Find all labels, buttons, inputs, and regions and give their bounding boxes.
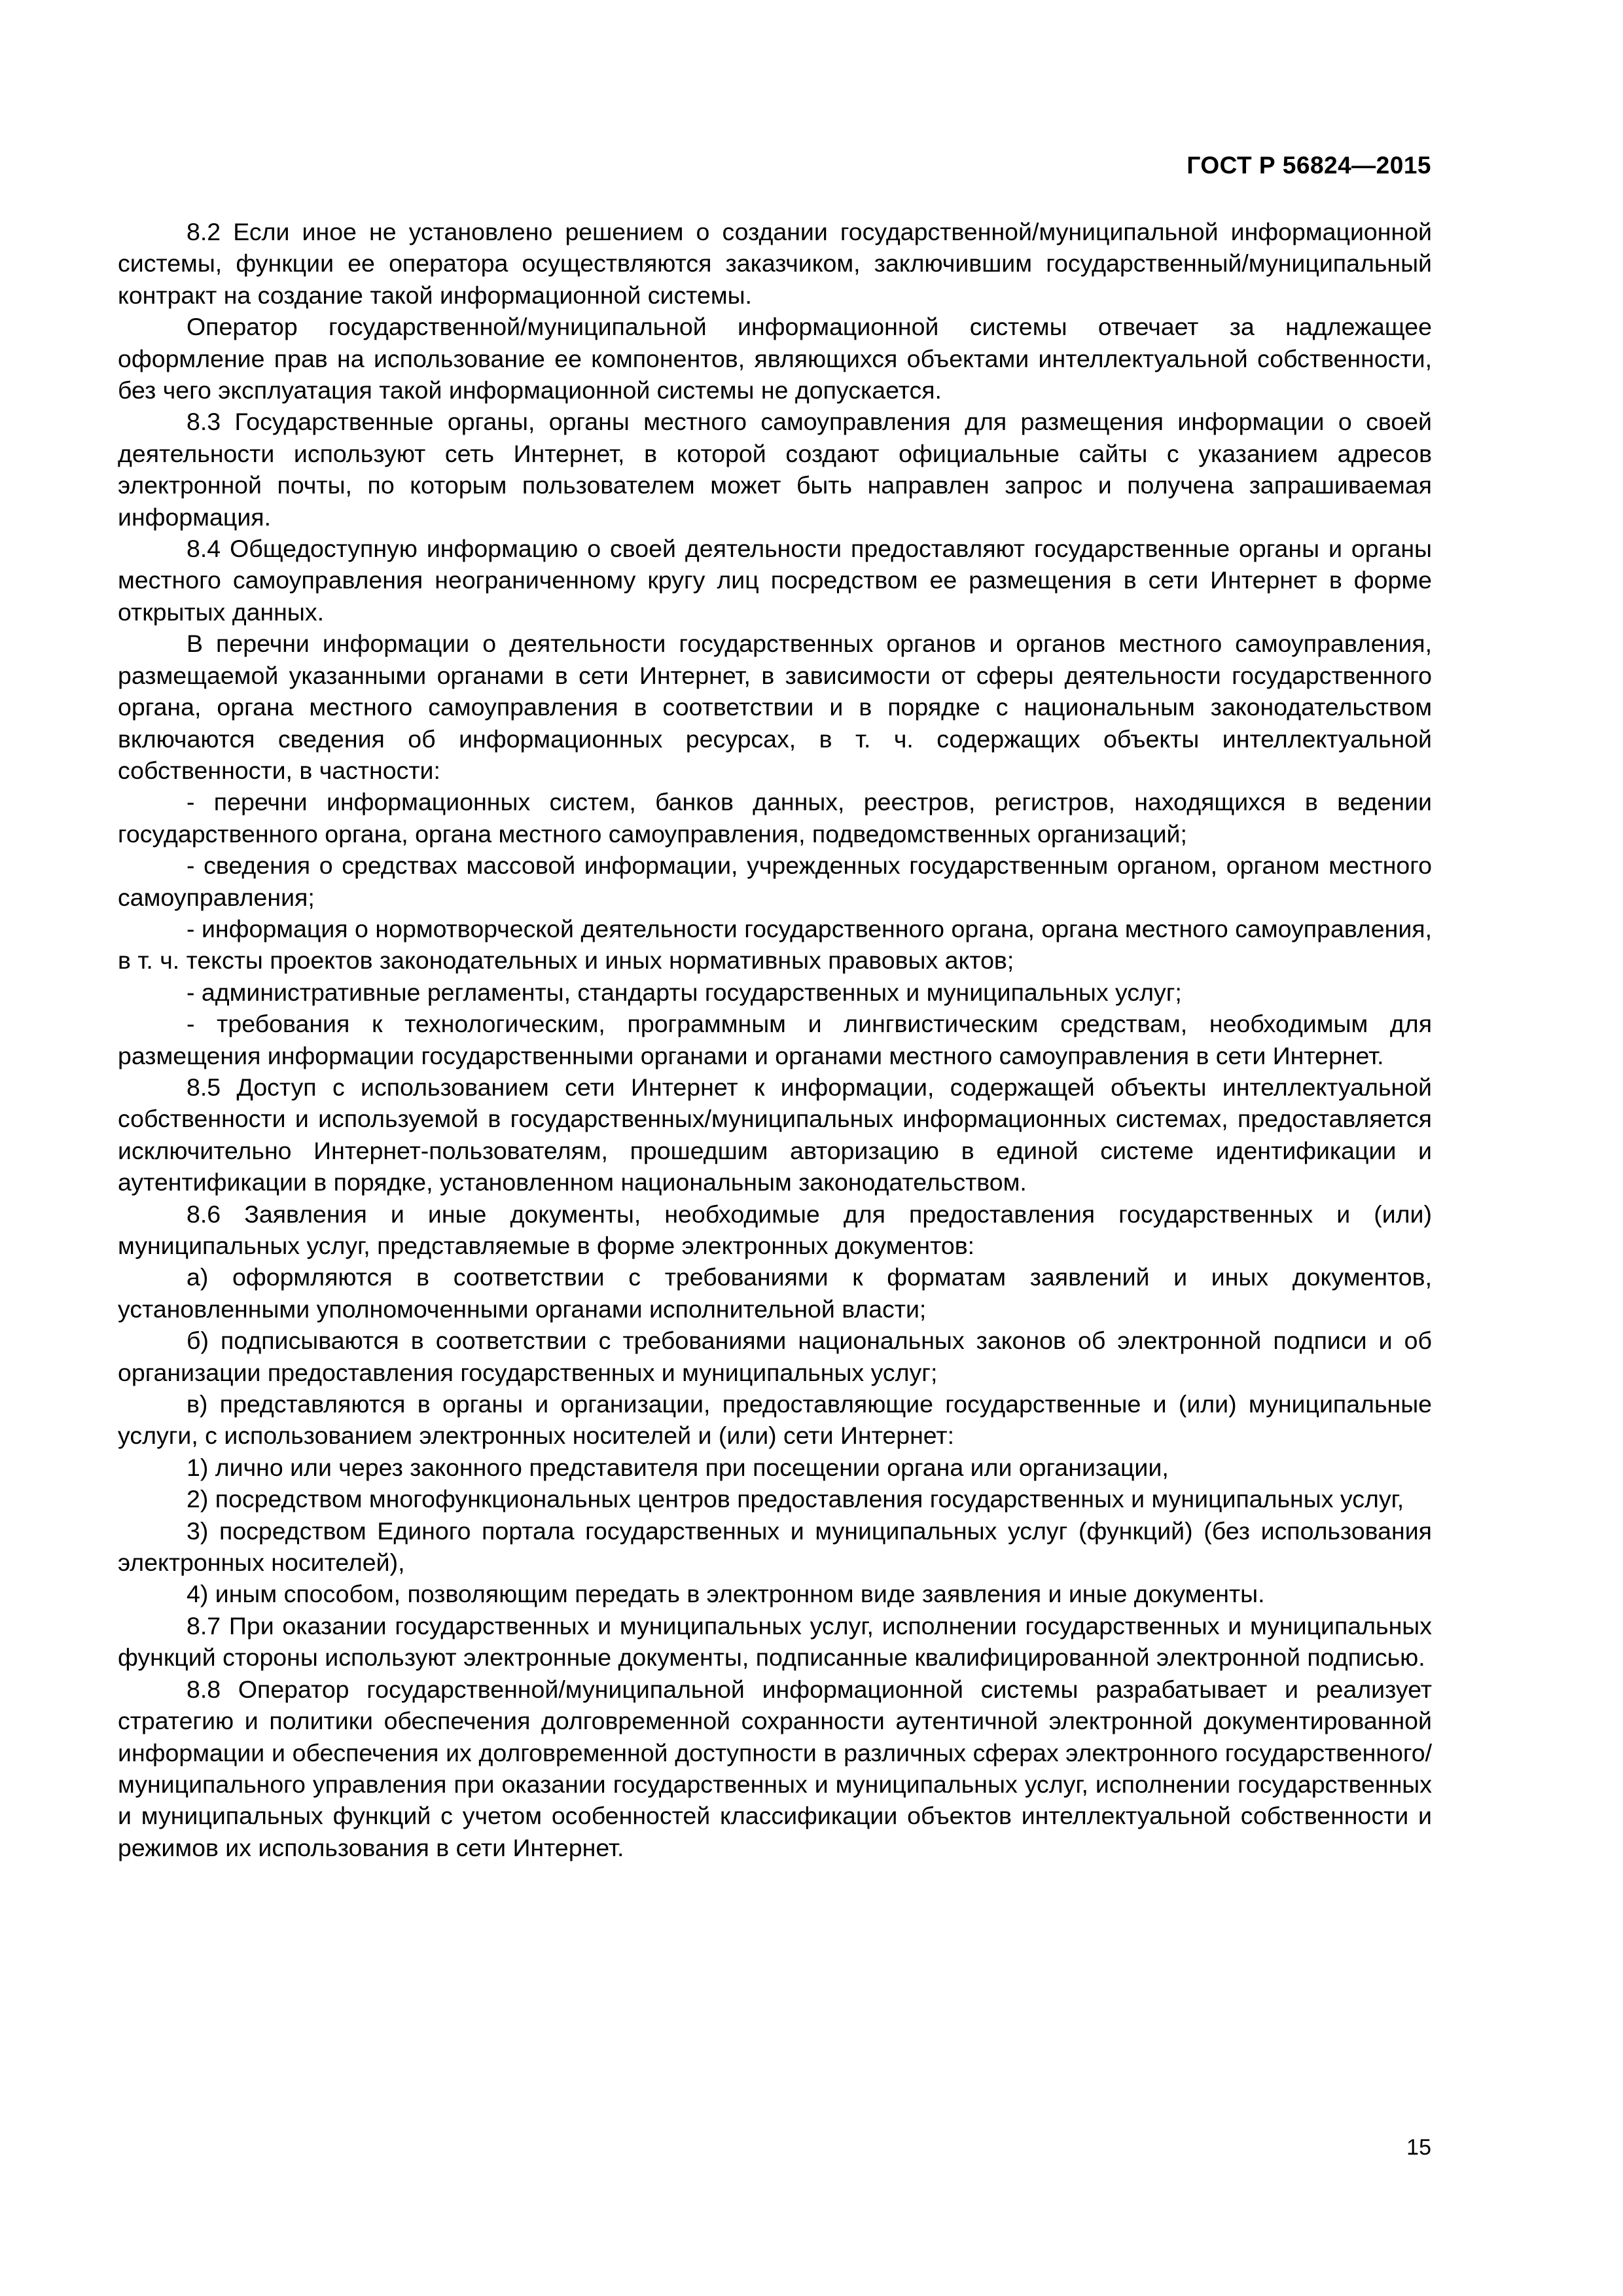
list-item: - требования к технологическим, программным и лингвистическим средствам, необходимым для размещения информации государственными органами и органами местного самоуправления в сети Интернет. xyxy=(118,1010,1432,1069)
list-item: 3) посредством Единого портала государственных и муниципальных услуг (функций) (без использования электронных носителей), xyxy=(118,1516,1432,1577)
document-header: ГОСТ Р 56824—2015 xyxy=(1186,152,1431,179)
paragraph-8-4: 8.4 Общедоступную информацию о своей деятельности предоставляют государственные органы и органы местного самоуправления неограниченному кругу лиц посредством ее размещения в сети Интернет в форме открытых данных. xyxy=(118,535,1432,626)
list-item: а) оформляются в соответствии с требованиями к форматам заявлений и иных документов, установленными уполномоченными органами исполнительной власти; xyxy=(118,1263,1432,1323)
list-item: - сведения о средствах массовой информации, учрежденных государственным органом, органом местного самоуправления; xyxy=(118,852,1432,911)
document-body xyxy=(118,216,1432,1863)
list-item: 2) посредством многофункциональных центров предоставления государственных и муниципальных услуг, xyxy=(187,1485,1404,1513)
list-item: - перечни информационных систем, банков данных, реестров, регистров, находящихся в ведении государственного органа, органа местного самоуправления, подведомственных организаций; xyxy=(118,788,1432,848)
list-item: в) представляются в органы и организации, предоставляющие государственные и (или) муниципальные услуги, с использованием электронных носителей и (или) сети Интернет: xyxy=(118,1390,1432,1450)
list-item: 1) лично или через законного представителя при посещении органа или организации, xyxy=(187,1453,1169,1481)
paragraph-8-8: 8.8 Оператор государственной/муниципальной информационной системы разрабатывает и реализует стратегию и политики обеспечения долговременной сохранности аутентичной электронной документированной информации и обеспечения их долговременной доступности в различных сферах электронного государственного/муниципального управления при оказании государственных и муниципальных услуг, исполнении государственных и муниципальных функций с учетом особенностей классификации объектов интеллектуальной собственности и режимов их использования в сети Интернет. xyxy=(118,1675,1432,1861)
page-number: 15 xyxy=(1406,2135,1431,2160)
paragraph-8-2: 8.2 Если иное не установлено решением о создании государственной/муниципальной информационной системы, функции ее оператора осуществляются заказчиком, заключившим государственный/муниципальный контракт на создание такой информационной системы. xyxy=(118,218,1432,309)
list-item: б) подписываются в соответствии с требованиями национальных законов об электронной подписи и об организации предоставления государственных и муниципальных услуг; xyxy=(118,1327,1432,1386)
paragraph-8-6: 8.6 Заявления и иные документы, необходимые для предоставления государственных и (или) муниципальных услуг, представляемые в форме электронных документов: xyxy=(118,1200,1432,1259)
paragraph-operator: Оператор государственной/муниципальной информационной системы отвечает за надлежащее оформление прав на использование ее компонентов, являющихся объектами интеллектуальной собственности, без чего эксплуатация такой информационной системы не допускается. xyxy=(118,313,1432,404)
list-item: - информация о нормотворческой деятельности государственного органа, органа местного самоуправления, в т. ч. тексты проектов законодательных и иных нормативных правовых актов; xyxy=(118,914,1432,975)
list-item: - административные регламенты, стандарты государственных и муниципальных услуг; xyxy=(187,978,1182,1006)
paragraph-8-5: 8.5 Доступ с использованием сети Интернет к информации, содержащей объекты интеллектуальной собственности и используемой в государственных/муниципальных информационных системах, предоставляется исключительно Интернет-пользователям, прошедшим авторизацию в единой системе идентификации и аутентификации в порядке, установленном национальным законодательством. xyxy=(118,1073,1432,1196)
paragraph-8-3: 8.3 Государственные органы, органы местного самоуправления для размещения информации о своей деятельности используют сеть Интернет, в которой создают официальные сайты с указанием адресов электронной почты, по которым пользователем может быть направлен запрос и получена запрашиваемая информация. xyxy=(118,408,1432,531)
list-item: 4) иным способом, позволяющим передать в электронном виде заявления и иные документы. xyxy=(187,1580,1265,1608)
paragraph-lists-intro: В перечни информации о деятельности государственных органов и органов местного самоуправления, размещаемой указанными органами в сети Интернет, в зависимости от сферы деятельности государственного органа, органа местного самоуправления в соответствии и в порядке с национальным законодательством включаются сведения об информационных ресурсах, в т. ч. содержащих объекты интеллектуальной собственности, в частности: xyxy=(118,630,1432,784)
paragraph-8-7: 8.7 При оказании государственных и муниципальных услуг, исполнении государственных и муниципальных функций стороны используют электронные документы, подписанные квалифицированной электронной подписью. xyxy=(118,1611,1432,1672)
